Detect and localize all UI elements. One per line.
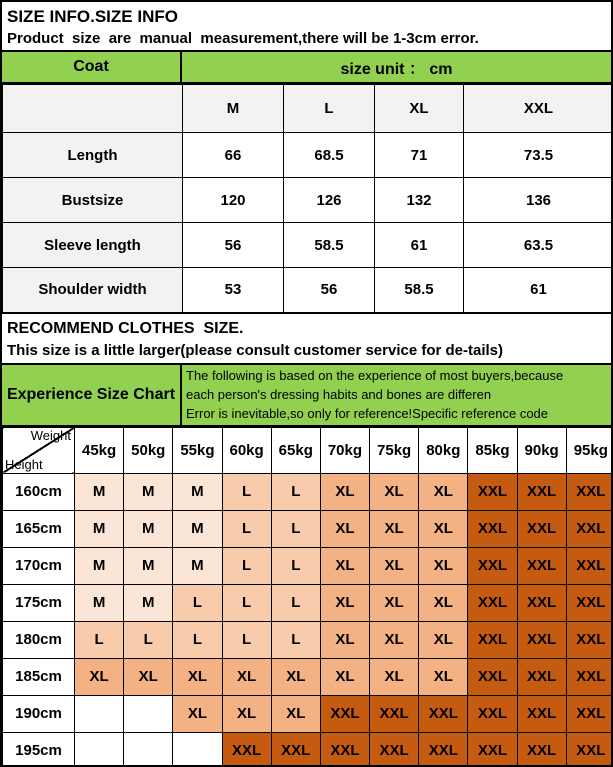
recommended-size-cell: XL <box>419 510 468 547</box>
height-row-label: 165cm <box>3 510 75 547</box>
recommended-size-cell: L <box>271 510 320 547</box>
recommended-size-cell: XL <box>124 658 173 695</box>
recommended-size-cell: L <box>173 621 222 658</box>
recommended-size-cell: XXL <box>468 584 517 621</box>
recommend-note: This size is a little larger(please consult customer service for de-tails) <box>7 341 504 359</box>
recommended-size-cell: XXL <box>468 547 517 584</box>
size-column-header: M <box>183 85 284 133</box>
corner-weight-label: Weight <box>30 427 71 443</box>
recommended-size-cell: XL <box>173 695 222 732</box>
recommended-size-cell: XXL <box>320 695 369 732</box>
recommended-size-cell: XXL <box>566 584 613 621</box>
recommended-size-cell: L <box>222 547 271 584</box>
recommended-size-cell: XXL <box>468 695 517 732</box>
size-row-label: Bustsize <box>3 178 183 223</box>
recommended-size-cell: M <box>124 584 173 621</box>
size-value-cell: 61 <box>375 223 464 268</box>
size-column-header: L <box>284 85 375 133</box>
height-row-label: 190cm <box>3 695 75 732</box>
recommended-size-cell: XL <box>370 510 419 547</box>
recommended-size-cell: M <box>173 547 222 584</box>
recommend-box <box>2 314 611 365</box>
experience-description-line: Error is inevitable,so only for reference!Specific reference code <box>186 406 549 421</box>
size-row-label: Shoulder width <box>3 268 183 313</box>
recommended-size-cell: L <box>271 547 320 584</box>
size-value-cell: 58.5 <box>284 223 375 268</box>
recommended-size-cell: L <box>222 473 271 510</box>
recommended-size-cell: XL <box>419 621 468 658</box>
recommended-size-cell: M <box>124 547 173 584</box>
recommended-size-cell: XL <box>419 584 468 621</box>
recommended-size-cell: L <box>173 584 222 621</box>
height-row-label: 170cm <box>3 547 75 584</box>
size-row-label: Length <box>3 133 183 178</box>
size-value-cell: 136 <box>464 178 613 223</box>
coat-label-cell: Coat <box>2 52 182 82</box>
empty-size-cell <box>75 732 124 767</box>
recommend-title: RECOMMEND CLOTHES SIZE. <box>7 319 244 337</box>
size-value-cell: 132 <box>375 178 464 223</box>
recommended-size-cell: XXL <box>517 658 566 695</box>
size-value-cell: 61 <box>464 268 613 313</box>
experience-table <box>2 427 613 767</box>
recommended-size-cell: XXL <box>566 547 613 584</box>
recommended-size-cell: L <box>222 584 271 621</box>
recommended-size-cell: L <box>271 473 320 510</box>
size-table-corner <box>3 85 183 133</box>
size-unit-cell: size unit ： cm <box>182 52 611 82</box>
page-subtitle: Product size are manual measurement,there will be 1-3cm error. <box>7 30 479 47</box>
size-value-cell: 53 <box>183 268 284 313</box>
size-value-cell: 120 <box>183 178 284 223</box>
recommended-size-cell: M <box>75 584 124 621</box>
size-value-cell: 68.5 <box>284 133 375 178</box>
recommended-size-cell: XXL <box>517 732 566 767</box>
height-row-label: 160cm <box>3 473 75 510</box>
recommended-size-cell: XXL <box>566 732 613 767</box>
recommended-size-cell: M <box>124 510 173 547</box>
recommended-size-cell: XXL <box>222 732 271 767</box>
weight-column-header: 70kg <box>320 427 369 473</box>
size-value-cell: 126 <box>284 178 375 223</box>
recommended-size-cell: XL <box>370 473 419 510</box>
corner-height-label: Height <box>5 456 43 472</box>
recommended-size-cell: XL <box>75 658 124 695</box>
size-value-cell: 56 <box>284 268 375 313</box>
recommended-size-cell: XXL <box>468 658 517 695</box>
recommended-size-cell: XXL <box>517 695 566 732</box>
recommended-size-cell: XXL <box>468 473 517 510</box>
recommended-size-cell: XL <box>320 510 369 547</box>
weight-column-header: 85kg <box>468 427 517 473</box>
size-value-cell: 63.5 <box>464 223 613 268</box>
empty-size-cell <box>173 732 222 767</box>
recommended-size-cell: L <box>271 621 320 658</box>
recommended-size-cell: XL <box>419 473 468 510</box>
size-column-header: XL <box>375 85 464 133</box>
recommended-size-cell: XXL <box>566 658 613 695</box>
recommended-size-cell: XXL <box>271 732 320 767</box>
weight-column-header: 45kg <box>75 427 124 473</box>
weight-column-header: 50kg <box>124 427 173 473</box>
recommended-size-cell: XL <box>222 695 271 732</box>
recommended-size-cell: XL <box>173 658 222 695</box>
experience-chart-label: Experience Size Chart <box>2 365 182 425</box>
recommended-size-cell: M <box>173 473 222 510</box>
recommended-size-cell: XL <box>222 658 271 695</box>
recommended-size-cell: XXL <box>566 510 613 547</box>
recommended-size-cell: XL <box>320 621 369 658</box>
height-row-label: 185cm <box>3 658 75 695</box>
recommended-size-cell: L <box>75 621 124 658</box>
empty-size-cell <box>124 732 173 767</box>
height-row-label: 180cm <box>3 621 75 658</box>
recommended-size-cell: XXL <box>517 584 566 621</box>
size-value-cell: 66 <box>183 133 284 178</box>
recommended-size-cell: XXL <box>566 473 613 510</box>
recommended-size-cell: XL <box>370 621 419 658</box>
weight-column-header: 60kg <box>222 427 271 473</box>
recommended-size-cell: XL <box>320 584 369 621</box>
recommended-size-cell: L <box>222 510 271 547</box>
recommended-size-cell: L <box>271 584 320 621</box>
experience-description-line: The following is based on the experience of most buyers,because <box>186 368 564 383</box>
title-box <box>2 2 611 52</box>
weight-column-header: 55kg <box>173 427 222 473</box>
size-value-cell: 56 <box>183 223 284 268</box>
recommended-size-cell: M <box>75 510 124 547</box>
empty-size-cell <box>75 695 124 732</box>
weight-column-header: 80kg <box>419 427 468 473</box>
recommended-size-cell: XXL <box>566 695 613 732</box>
recommended-size-cell: M <box>75 473 124 510</box>
recommended-size-cell: XXL <box>566 621 613 658</box>
experience-chart-description <box>182 365 611 425</box>
recommended-size-cell: L <box>124 621 173 658</box>
weight-height-corner-cell <box>3 427 75 473</box>
coat-header-bar <box>2 52 611 84</box>
recommended-size-cell: XL <box>370 658 419 695</box>
recommended-size-cell: XL <box>320 547 369 584</box>
weight-column-header: 95kg <box>566 427 613 473</box>
size-row-label: Sleeve length <box>3 223 183 268</box>
recommended-size-cell: L <box>222 621 271 658</box>
recommended-size-cell: XL <box>370 584 419 621</box>
recommended-size-cell: XXL <box>468 510 517 547</box>
recommended-size-cell: XXL <box>517 547 566 584</box>
recommended-size-cell: XXL <box>419 695 468 732</box>
recommended-size-cell: XL <box>370 547 419 584</box>
recommended-size-cell: XXL <box>517 621 566 658</box>
recommended-size-cell: XXL <box>468 621 517 658</box>
size-column-header: XXL <box>464 85 613 133</box>
height-row-label: 175cm <box>3 584 75 621</box>
size-value-cell: 73.5 <box>464 133 613 178</box>
recommended-size-cell: M <box>173 510 222 547</box>
recommended-size-cell: M <box>75 547 124 584</box>
recommended-size-cell: XXL <box>320 732 369 767</box>
experience-description-line: each person's dressing habits and bones are differen <box>186 387 492 402</box>
recommended-size-cell: XXL <box>419 732 468 767</box>
size-table <box>2 84 613 314</box>
recommended-size-cell: XXL <box>468 732 517 767</box>
weight-column-header: 75kg <box>370 427 419 473</box>
page-title: SIZE INFO.SIZE INFO <box>7 7 178 26</box>
recommended-size-cell: XXL <box>370 695 419 732</box>
weight-column-header: 65kg <box>271 427 320 473</box>
recommended-size-cell: XXL <box>370 732 419 767</box>
height-row-label: 195cm <box>3 732 75 767</box>
recommended-size-cell: XL <box>271 658 320 695</box>
recommended-size-cell: M <box>124 473 173 510</box>
recommended-size-cell: XL <box>320 658 369 695</box>
recommended-size-cell: XL <box>320 473 369 510</box>
size-value-cell: 58.5 <box>375 268 464 313</box>
empty-size-cell <box>124 695 173 732</box>
recommended-size-cell: XL <box>419 547 468 584</box>
recommended-size-cell: XXL <box>517 510 566 547</box>
experience-header-bar <box>2 365 611 427</box>
size-value-cell: 71 <box>375 133 464 178</box>
recommended-size-cell: XL <box>271 695 320 732</box>
weight-column-header: 90kg <box>517 427 566 473</box>
recommended-size-cell: XL <box>419 658 468 695</box>
recommended-size-cell: XXL <box>517 473 566 510</box>
